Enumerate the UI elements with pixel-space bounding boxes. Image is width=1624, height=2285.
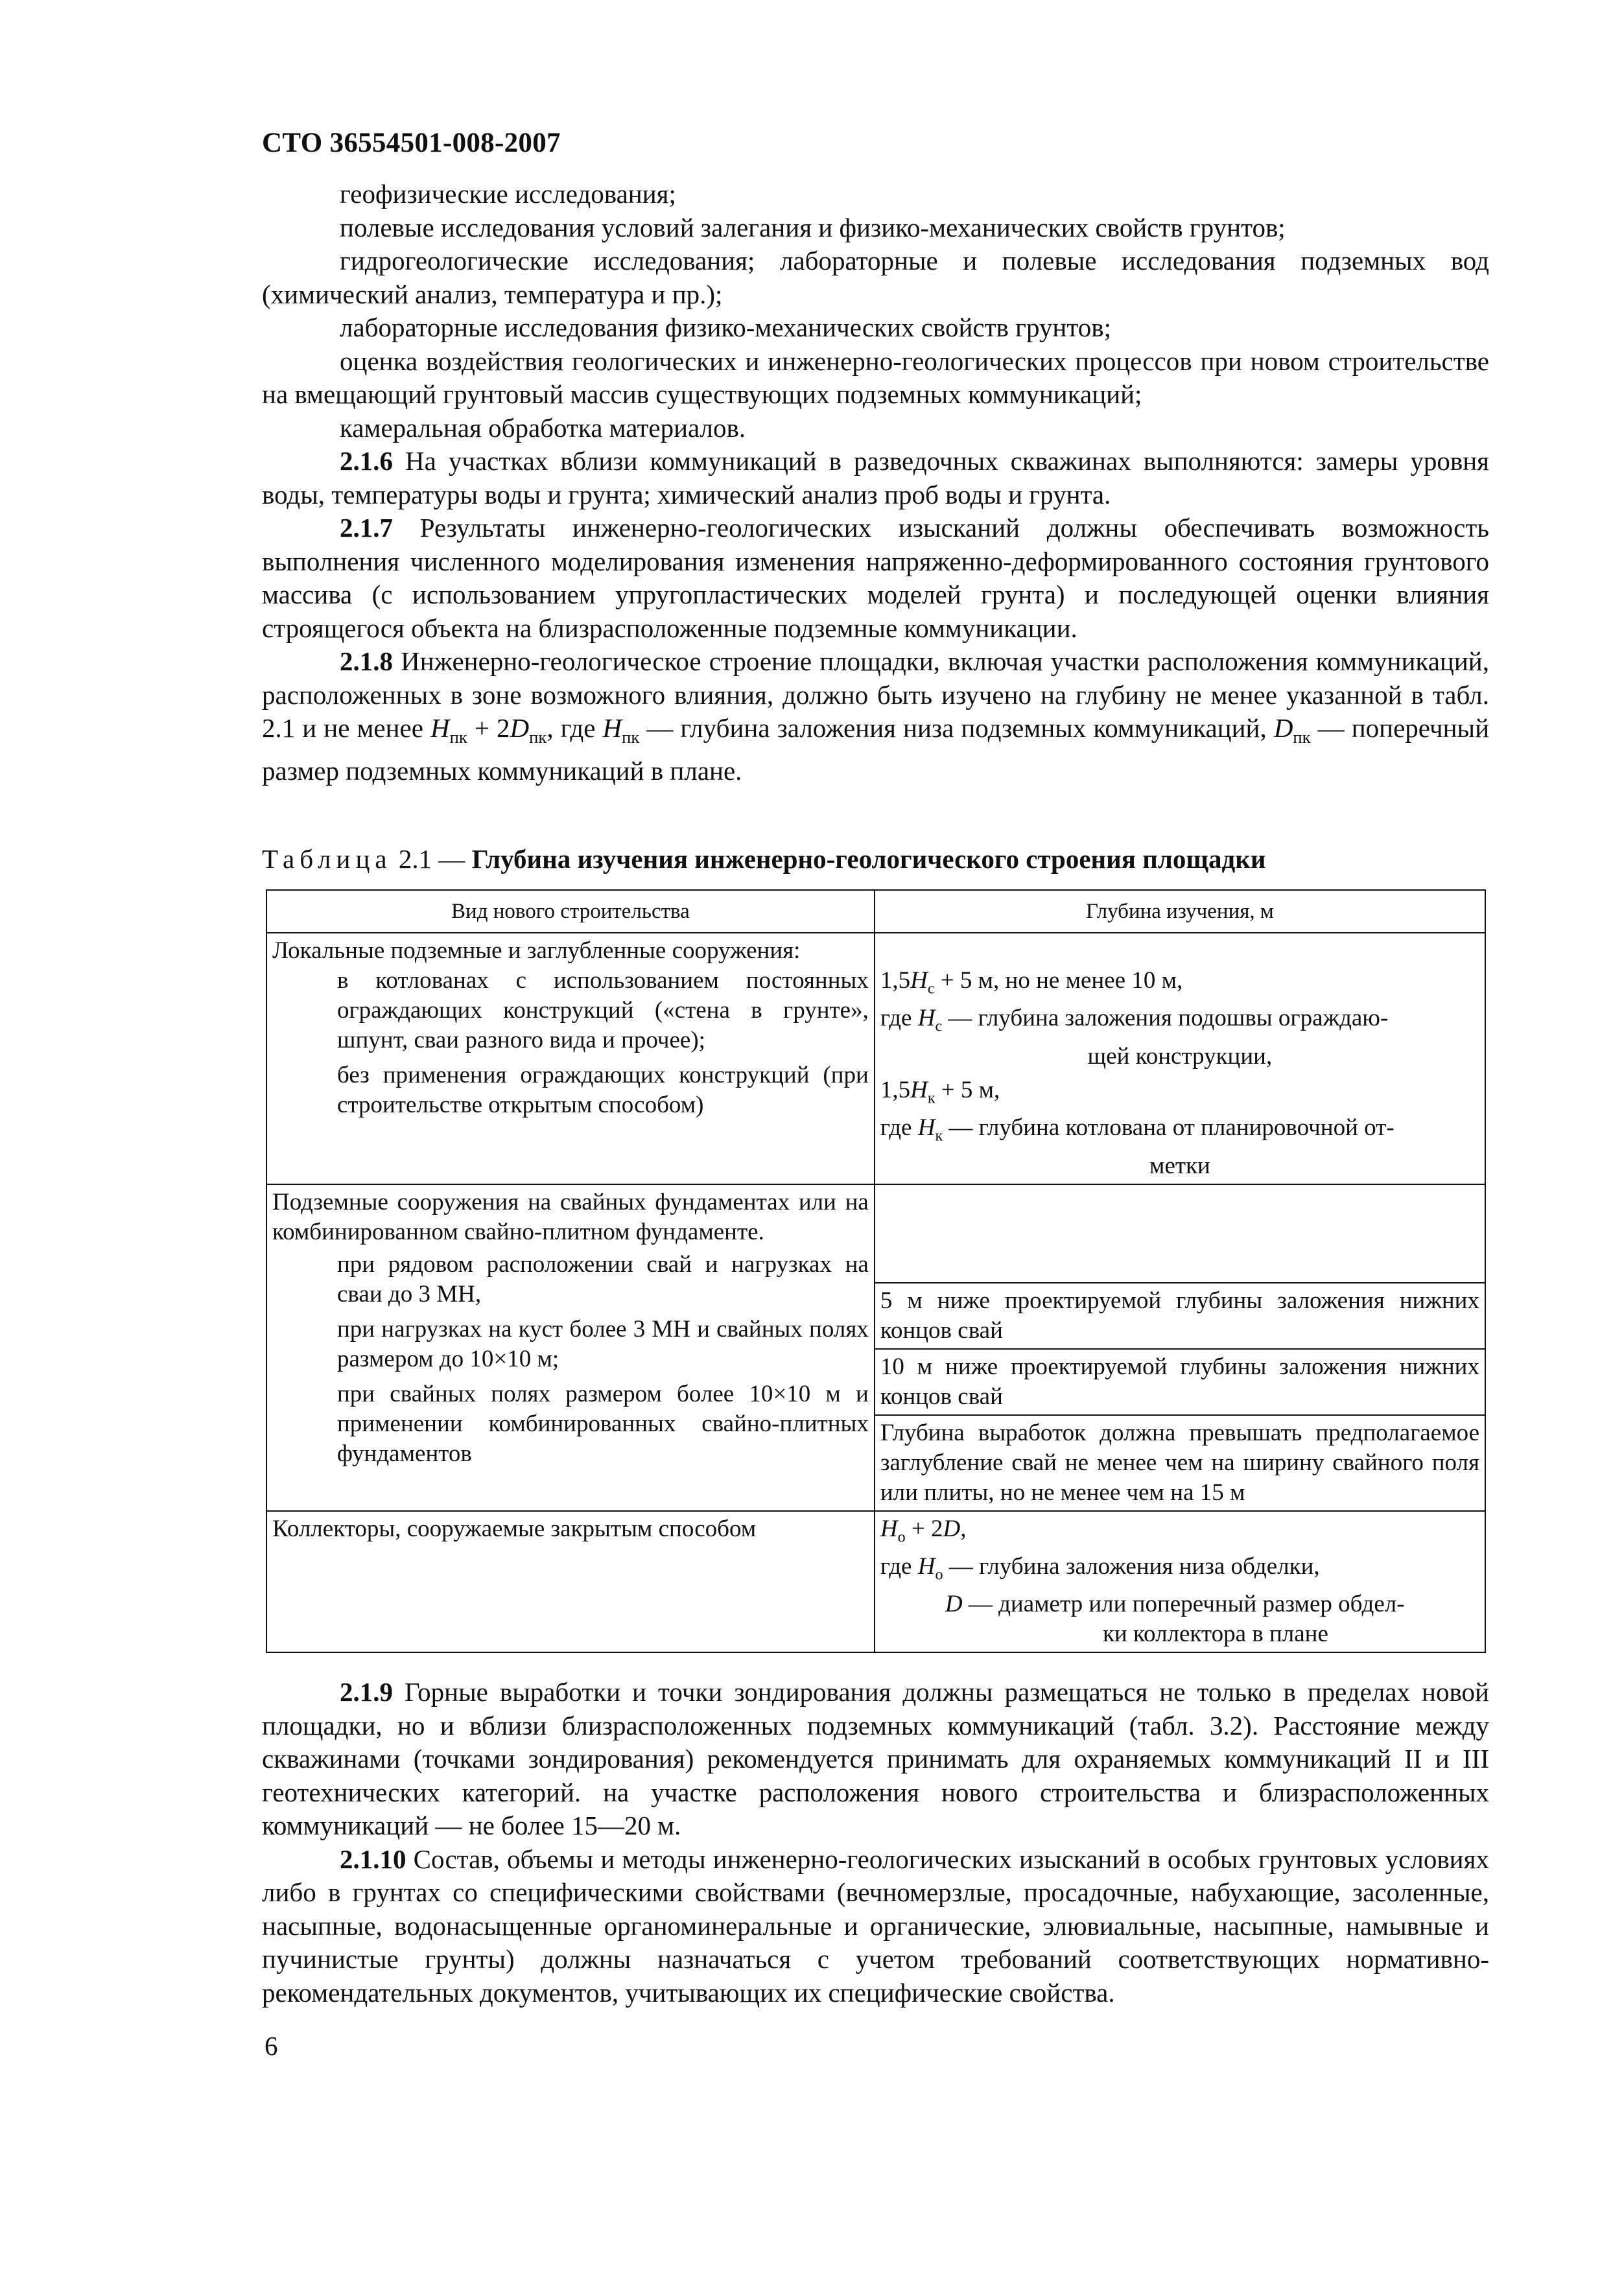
formula-line <box>880 1003 1479 1041</box>
formula-line <box>880 1113 1479 1151</box>
table-cell <box>266 933 875 1184</box>
formula-text: — глубина котлована от планировочной от- <box>943 1114 1395 1142</box>
formula-symbol: H <box>910 967 928 994</box>
cell-text: Коллекторы, сооружаемые закрытым способом <box>272 1515 757 1542</box>
clause-text: На участках вблизи коммуникаций в разведочных скважинах выполняются: замеры уровня воды, температуры воды и грунта; химический анализ проб воды и грунта. <box>262 446 1489 510</box>
formula-subscript: к <box>935 1127 943 1145</box>
formula-text: + 2 <box>467 713 510 743</box>
clause-text: Состав, объемы и методы инженерно-геологических изысканий в особых грунтовых условиях либо в грунтах со специфическими свойствами (вечномерзлые, просадочные, набухающие, засоленные, насыпные, водонасыщенные органоминеральные и органические, элювиальные, насыпные, намывные и пучинистые грунты) должны назначаться с учетом требований соответствующих нормативно-рекомендательных документов, учитывающих их специфические свойства. <box>262 1844 1489 2008</box>
depth-table <box>266 889 1486 1653</box>
cell-text: 5 м ниже проектируемой глубины заложения нижних концов свай <box>875 1282 1485 1348</box>
clause-text: Инженерно-геологическое строение площадки, включая участки расположения коммуникаций, расположенных в зоне возможного влияния, должно быть изучено на глубину не менее указанной в табл. 2.1 и не менее <box>262 646 1489 743</box>
formula-text: где <box>880 1114 918 1142</box>
table-header-row <box>266 890 1485 933</box>
clause-number: 2.1.9 <box>340 1677 393 1707</box>
formula-symbol: D <box>1273 713 1293 743</box>
formula-symbol: H <box>602 713 622 743</box>
formula-subscript: о <box>935 1566 943 1584</box>
formula-line <box>880 1075 1479 1113</box>
formula-symbol: D <box>943 1515 961 1542</box>
column-header-study-depth: Глубина изучения, м <box>875 890 1485 933</box>
formula-symbol: H <box>880 1515 898 1542</box>
table-caption-title: Глубина изучения инженерно-геологического строения площадки <box>471 844 1266 874</box>
formula-symbol: D <box>510 713 530 743</box>
cell-text: при рядовом расположении свай и нагрузках на сваи до 3 МН, <box>337 1250 869 1307</box>
clause-2-1-9 <box>262 1676 1489 1843</box>
formula-subscript: пк <box>449 727 467 747</box>
clause-number: 2.1.8 <box>340 646 393 676</box>
formula-line <box>880 1589 1479 1619</box>
cell-text: при нагрузках на куст более 3 МН и свайных полях размером до 10×10 м; <box>337 1315 869 1372</box>
list-item: оценка воздействия геологических и инженерно-геологических процессов при новом строительстве на вмещающий грунтовый массив существующих подземных коммуникаций; <box>262 346 1489 409</box>
clause-number: 2.1.7 <box>340 513 393 543</box>
formula-subscript: с <box>935 1018 943 1035</box>
table-cell <box>266 1511 875 1653</box>
formula-subscript: пк <box>529 727 547 747</box>
list-item: камеральная обработка материалов. <box>340 412 746 443</box>
body-text-bottom <box>262 1676 1489 2010</box>
clause-2-1-10 <box>262 1843 1489 2010</box>
formula-symbol: D <box>945 1591 963 1618</box>
group-heading: Подземные сооружения на свайных фундаментах или на комбинированном свайно-плитном фундаменте. <box>272 1188 869 1245</box>
table-caption-number: 2.1 — <box>392 844 472 874</box>
formula-text: где <box>880 1553 918 1580</box>
formula-line <box>880 966 1479 1003</box>
formula-subscript: к <box>927 1090 936 1107</box>
clause-2-1-8 <box>262 645 1489 788</box>
formula-symbol: H <box>917 1005 936 1032</box>
formula-text: + 2 <box>905 1515 943 1542</box>
formula-subscript: пк <box>622 727 640 747</box>
formula-line <box>880 1151 1479 1181</box>
formula-text: , <box>960 1515 967 1542</box>
formula-symbol: H <box>910 1076 928 1103</box>
table-row <box>266 1511 1485 1653</box>
list-item: гидрогеологические исследования; лабораторные и полевые исследования подземных вод (химический анализ, температура и пр.); <box>262 246 1489 309</box>
list-item: геофизические исследования; <box>340 179 676 209</box>
group-heading: Локальные подземные и заглубленные сооружения: <box>272 937 801 964</box>
formula-text: где <box>880 1005 918 1032</box>
table-cell <box>875 1511 1485 1653</box>
formula-subscript: с <box>927 980 935 998</box>
cell-text: в котлованах с использованием постоянных ограждающих конструкций («стена в грунте», шпунт, сваи разного вида и прочее); <box>337 967 869 1053</box>
formula-line <box>880 1514 1479 1552</box>
list-item: полевые исследования условий залегания и физико-механических свойств грунтов; <box>340 212 1286 242</box>
formula-text: + 5 м, но не менее 10 м, <box>934 967 1183 994</box>
page-number: 6 <box>265 2031 278 2061</box>
clause-text: — глубина заложения низа подземных коммуникаций, <box>639 713 1274 743</box>
clause-number: 2.1.10 <box>340 1844 406 1874</box>
cell-text: ки коллектора в плане <box>1102 1621 1328 1648</box>
table-cell <box>875 933 1485 1184</box>
formula-text: — глубина заложения низа обделки, <box>943 1553 1320 1580</box>
formula-text: 1,5 <box>880 967 911 994</box>
clause-number: 2.1.6 <box>340 446 393 476</box>
list-item: лабораторные исследования физико-механических свойств грунтов; <box>340 312 1112 342</box>
table-row <box>266 1184 1485 1511</box>
formula-text: + 5 м, <box>935 1076 1000 1103</box>
clause-text: — поперечный размер подземных коммуникаций в плане. <box>262 713 1490 786</box>
formula-text: — глубина заложения подошвы ограждаю- <box>942 1005 1389 1032</box>
formula-text: — диаметр или поперечный размер обдел- <box>962 1591 1405 1618</box>
cell-text: Глубина выработок должна превышать предполагаемое заглубление свай не менее чем на ширину свайного поля или плиты, но не менее чем на 15 м <box>875 1414 1485 1510</box>
table-cell <box>875 1184 1485 1511</box>
clause-2-1-7 <box>262 511 1489 645</box>
formula-symbol: H <box>917 1553 936 1580</box>
formula-line <box>880 1042 1479 1072</box>
table-row <box>266 933 1485 1184</box>
cell-text: метки <box>1149 1152 1210 1179</box>
clause-text: , где <box>547 713 603 743</box>
cell-text: при свайных полях размером более 10×10 м и применении комбинированных свайно-плитных фундаментов <box>337 1380 869 1467</box>
table-caption-word: Таблица <box>262 844 392 874</box>
table-cell <box>266 1184 875 1511</box>
formula-text: 1,5 <box>880 1076 911 1103</box>
table-caption <box>262 843 1489 875</box>
clause-2-1-6 <box>262 445 1489 511</box>
document-code-header: СТО 36554501-008-2007 <box>262 128 561 158</box>
clause-text: Результаты инженерно-геологических изысканий должны обеспечивать возможность выполнения численного моделирования изменения напряженно-деформированного состояния грунтового массива (с использованием упругопластических моделей грунта) и последующей оценки влияния строящегося объекта на близрасположенные подземные коммуникации. <box>262 513 1489 643</box>
cell-text: 10 м ниже проектируемой глубины заложения нижних концов свай <box>875 1348 1485 1414</box>
formula-subscript: пк <box>1293 727 1311 747</box>
body-text-top <box>262 178 1489 788</box>
column-header-construction-type: Вид нового строительства <box>266 890 875 933</box>
cell-text: щей конструкции, <box>1087 1042 1273 1070</box>
formula-symbol: H <box>430 713 450 743</box>
formula-line <box>880 1552 1479 1589</box>
formula-subscript: о <box>897 1528 906 1545</box>
cell-text: без применения ограждающих конструкций (при строительстве открытым способом) <box>337 1062 869 1118</box>
formula-line <box>880 1619 1479 1649</box>
clause-text: Горные выработки и точки зондирования должны размещаться не только в пределах новой площадки, но и вблизи близрасположенных подземных коммуникаций (табл. 3.2). Расстояние между скважинами (точками зондирования) рекомендуется принимать для охраняемых коммуникаций II и III геотехнических категорий. на участке расположения нового строительства и близрасположенных коммуникаций — не более 15—20 м. <box>262 1677 1489 1840</box>
formula-symbol: H <box>917 1114 936 1142</box>
